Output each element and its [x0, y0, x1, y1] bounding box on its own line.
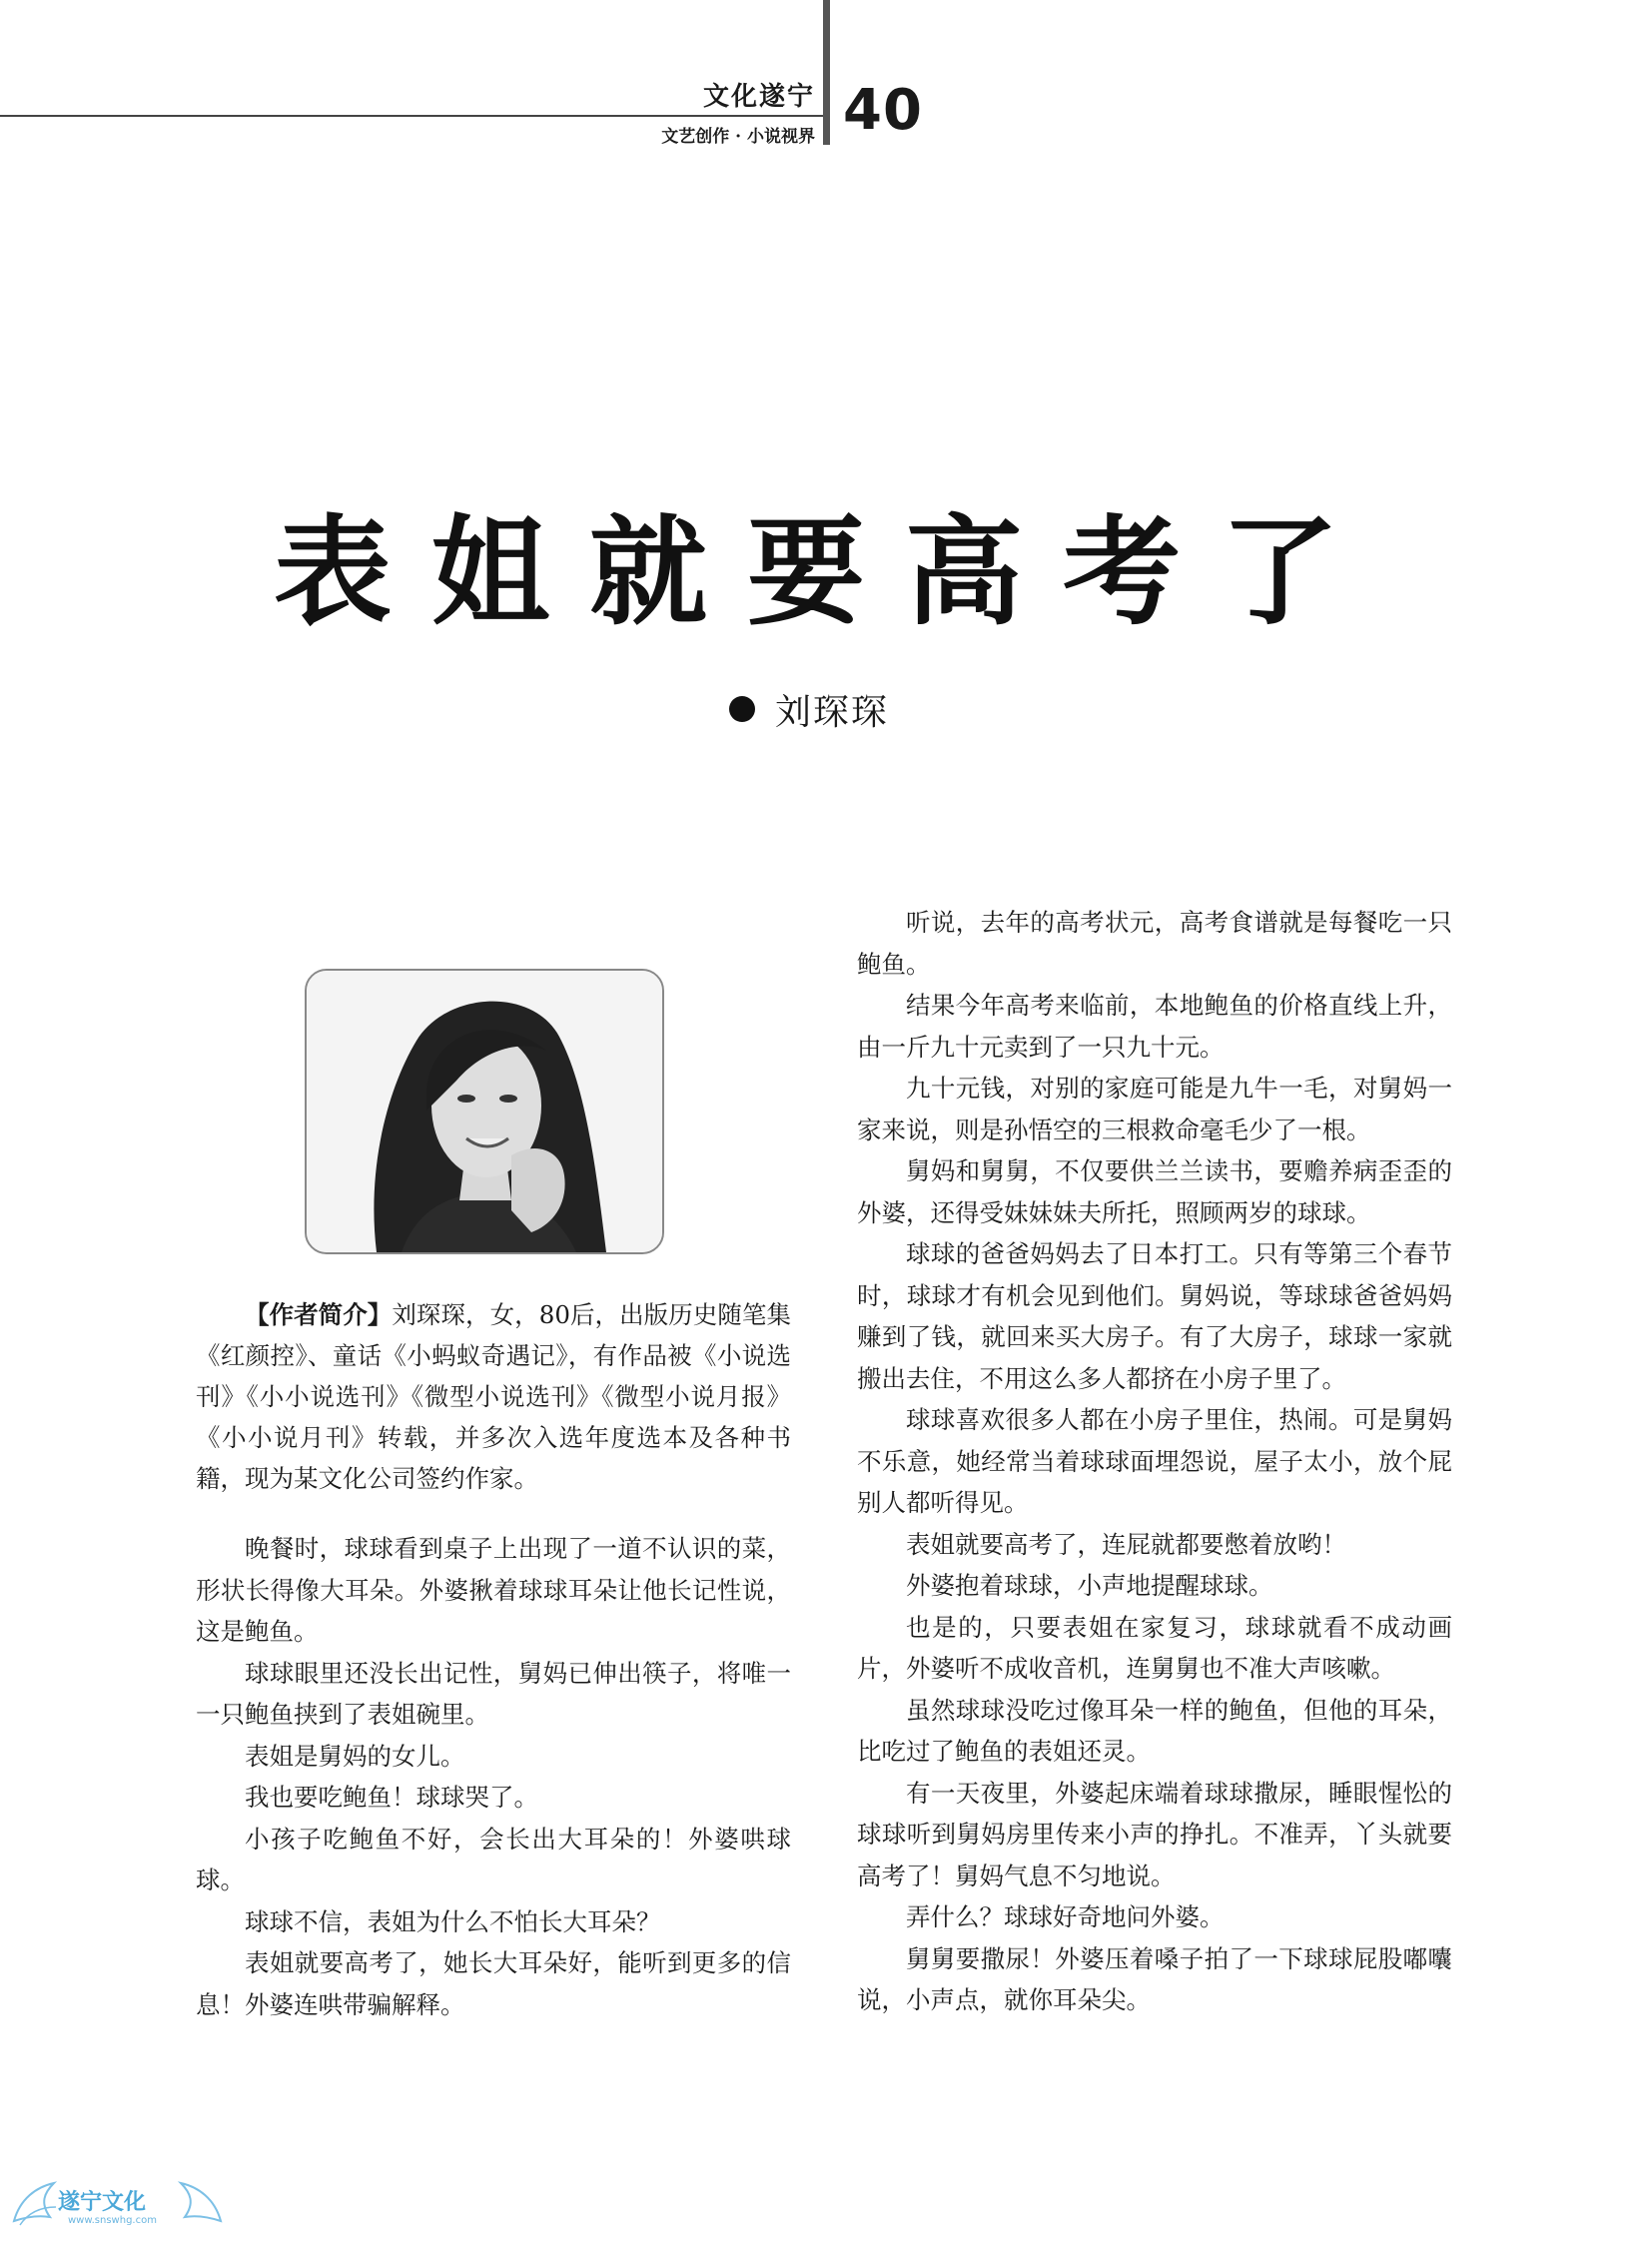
paragraph: 球球喜欢很多人都在小房子里住，热闹。可是舅妈不乐意，她经常当着球球面埋怨说，屋子太小，放个屁别人都听得见。: [857, 1405, 1452, 1517]
watermark-text: 遂宁文化: [58, 2190, 147, 2215]
section-label: 文艺创作 · 小说视界: [661, 127, 815, 147]
author-bio: [196, 1294, 791, 1499]
paragraph: 表姐就要高考了，她长大耳朵好，能听到更多的信息！外婆连哄带骗解释。: [196, 1948, 791, 2019]
paragraph: 球球眼里还没长出记性，舅妈已伸出筷子，将唯一一只鲍鱼挟到了表姐碗里。: [196, 1658, 791, 1729]
paragraph: 虽然球球没吃过像耳朵一样的鲍鱼，但他的耳朵，比吃过了鲍鱼的表姐还灵。: [857, 1695, 1452, 1766]
left-column: [196, 1528, 791, 2025]
wing-icon: [175, 2177, 225, 2233]
paragraph: 表姐就要高考了，连屁就都要憋着放哟！: [906, 1529, 1346, 1559]
header-vertical-bar: [823, 0, 830, 145]
watermark: [10, 2177, 220, 2237]
paragraph: 我也要吃鲍鱼！球球哭了。: [245, 1783, 538, 1812]
portrait-image: [307, 971, 662, 1252]
magazine-name: 文化遂宁: [702, 82, 815, 112]
author-photo: [305, 969, 664, 1254]
byline: [729, 679, 889, 739]
bio-label: 【作者简介】: [245, 1300, 393, 1329]
paragraph: 小孩子吃鲍鱼不好，会长出大耳朵的！外婆哄球球。: [196, 1824, 791, 1894]
bio-text: 刘琛琛，女，80后，出版历史随笔集《红颜控》、童话《小蚂蚁奇遇记》，有作品被《小说选刊》《小小说选刊》《微型小说选刊》《微型小说月报》《小小说月刊》转载，并多次入选年度选本及各种书籍，现为某文化公司签约作家。: [196, 1300, 791, 1493]
page-number: 40: [843, 78, 923, 143]
paragraph: 结果今年高考来临前，本地鲍鱼的价格直线上升，由一斤九十元卖到了一只九十元。: [857, 991, 1452, 1062]
paragraph: 有一天夜里，外婆起床端着球球撒尿，睡眼惺忪的球球听到舅妈房里传来小声的挣扎。不准弄，丫头就要高考了！舅妈气息不匀地说。: [857, 1778, 1452, 1890]
paragraph: 球球不信，表姐为什么不怕长大耳朵？: [245, 1906, 661, 1936]
bullet-icon: [729, 696, 755, 722]
author-name: 刘琛琛: [775, 691, 890, 733]
paragraph: 也是的，只要表姐在家复习，球球就看不成动画片，外婆听不成收音机，连舅舅也不准大声咳嗽。: [857, 1612, 1452, 1683]
paragraph: 球球的爸爸妈妈去了日本打工。只有等第三个春节时，球球才有机会见到他们。舅妈说，等球球爸爸妈妈赚到了钱，就回来买大房子。有了大房子，球球一家就搬出去住，不用这么多人都挤在小房子里了。: [857, 1239, 1452, 1393]
paragraph: 外婆抱着球球，小声地提醒球球。: [906, 1571, 1273, 1600]
paragraph: 听说，去年的高考状元，高考食谱就是每餐吃一只鲍鱼。: [857, 908, 1452, 979]
watermark-url: www.snswhg.com: [68, 2215, 157, 2226]
paragraph: 晚餐时，球球看到桌子上出现了一道不认识的菜，形状长得像大耳朵。外婆揪着球球耳朵让他长记性说，这是鲍鱼。: [196, 1534, 791, 1646]
paragraph: 九十元钱，对别的家庭可能是九牛一毛，对舅妈一家来说，则是孙悟空的三根救命毫毛少了一根。: [857, 1074, 1452, 1144]
paragraph: 舅舅要撒尿！外婆压着嗓子拍了一下球球屁股嘟囔说，小声点，就你耳朵尖。: [857, 1943, 1452, 2014]
paragraph: 舅妈和舅舅，不仅要供兰兰读书，要赡养病歪歪的外婆，还得受妹妹妹夫所托，照顾两岁的球球。: [857, 1156, 1452, 1227]
header-rule: [0, 115, 829, 117]
right-column: [857, 902, 1452, 2021]
paragraph: 表姐是舅妈的女儿。: [245, 1741, 465, 1771]
article-title: 表姐就要高考了: [273, 502, 1378, 641]
paragraph: 弄什么？球球好奇地问外婆。: [906, 1902, 1225, 1931]
